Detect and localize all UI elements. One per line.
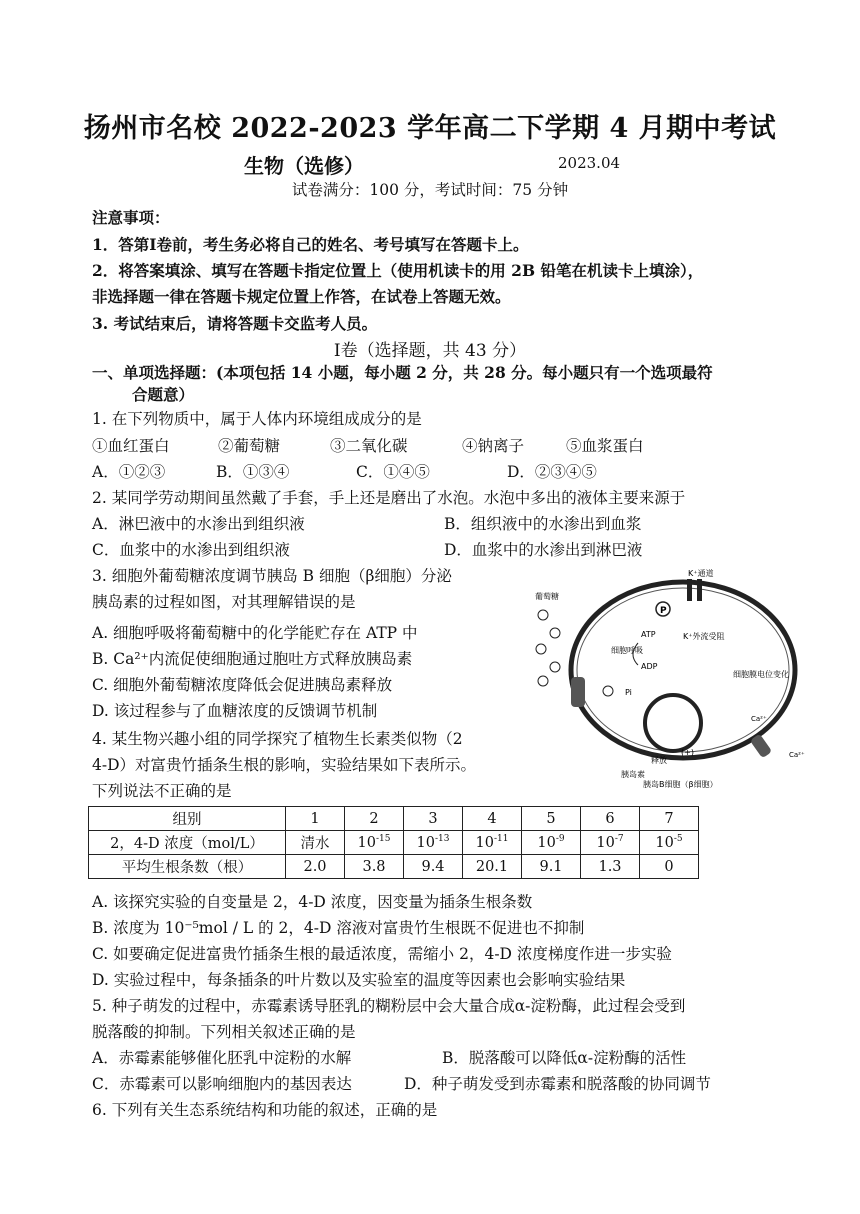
glucose-label: 葡萄糖 — [535, 592, 559, 601]
q4-option-b: B. 浓度为 10⁻⁵mol / L 的 2，4-D 溶液对富贵竹生根既不促进也不抑制 — [92, 919, 585, 937]
q2-stem: 2. 某同学劳动期间虽然戴了手套，手上还是磨出了水泡。水泡中多出的液体主要来源于 — [92, 489, 686, 507]
exam-date: 2023.04 — [558, 154, 621, 172]
notes-heading: 注意事项： — [92, 208, 170, 227]
table-cell: 3 — [404, 807, 463, 831]
table-cell: 5 — [522, 807, 581, 831]
conc-base: 10 — [357, 834, 376, 851]
table-cell: 0 — [640, 855, 699, 879]
q1-option-c: C．①④⑤ — [356, 463, 430, 481]
conc-exp: -11 — [493, 834, 509, 845]
q5-option-d: D．种子萌发受到赤霉素和脱落酸的协同调节 — [404, 1075, 711, 1093]
table-cell: 组别 — [89, 807, 286, 831]
k-blocked-label: K⁺外流受阻 — [683, 632, 725, 641]
k-channel-right — [697, 579, 702, 601]
q4-option-d: D. 实验过程中，每条插条的叶片数以及实验室的温度等因素也会影响实验结果 — [92, 971, 626, 989]
ca-outside-label: Ca²⁺ — [789, 751, 805, 759]
p-label: P — [660, 606, 667, 616]
atp-label: ATP — [641, 630, 656, 639]
glucose-dot-inside — [603, 686, 613, 696]
q1-option-b: B．①③④ — [216, 463, 290, 481]
q2-option-b: B．组织液中的水渗出到血浆 — [444, 515, 642, 533]
k-channel-label: K⁺通道 — [688, 569, 714, 578]
q3-stem-2: 胰岛素的过程如图，对其理解错误的是 — [92, 593, 356, 611]
note-1: 1．答第Ⅰ卷前，考生务必将自己的姓名、考号填写在答题卡上。 — [92, 235, 529, 254]
table-cell — [581, 831, 640, 855]
table-cell: 4 — [463, 807, 522, 831]
adp-label: ADP — [641, 662, 658, 671]
q5-option-c: C．赤霉素可以影响细胞内的基因表达 — [92, 1075, 352, 1093]
q5-option-a: A．赤霉素能够催化胚乳中淀粉的水解 — [92, 1049, 352, 1067]
q1-option-d: D．②③④⑤ — [507, 463, 597, 481]
glucose-dot — [536, 644, 546, 654]
q3-option-d: D. 该过程参与了血糖浓度的反馈调节机制 — [92, 702, 378, 720]
table-cell — [404, 831, 463, 855]
conc-base: 10 — [416, 834, 435, 851]
q5-option-b: B．脱落酸可以降低α-淀粉酶的活性 — [442, 1049, 687, 1067]
q1-item-2: ②葡萄糖 — [218, 437, 281, 455]
q3-option-c: C. 细胞外葡萄糖浓度降低会促进胰岛素释放 — [92, 676, 393, 694]
table-cell: 3.8 — [345, 855, 404, 879]
q1-item-5: ⑤血浆蛋白 — [566, 437, 644, 455]
ca-inside-label: Ca²⁺ — [751, 715, 767, 723]
exam-meta: 试卷满分：100 分，考试时间：75 分钟 — [291, 181, 569, 199]
part1-heading-cont: 合题意） — [132, 385, 195, 404]
membrane-change-label: 细胞膜电位变化 — [733, 670, 789, 679]
q5-stem-1: 5. 种子萌发的过程中，赤霉素诱导胚乳的糊粉层中会大量合成α-淀粉酶，此过程会受到 — [92, 997, 686, 1015]
q4-option-c: C. 如要确定促进富贵竹插条生根的最适浓度，需缩小 2，4-D 浓度梯度作进一步实验 — [92, 945, 672, 963]
table-cell — [640, 831, 699, 855]
conc-exp: -13 — [434, 834, 450, 845]
part1-heading: 一、单项选择题：(本项包括 14 小题，每小题 2 分，共 28 分。每小题只有一个选项最符 — [92, 363, 713, 382]
table-cell: 9.4 — [404, 855, 463, 879]
table-cell: 6 — [581, 807, 640, 831]
q2-option-a: A．淋巴液中的水渗出到组织液 — [92, 515, 305, 533]
glucose-dot — [538, 676, 548, 686]
glucose-dot — [550, 662, 560, 672]
nucleus — [645, 695, 701, 751]
plus-label: (+) — [681, 748, 694, 757]
conc-base: 10 — [596, 834, 615, 851]
table-cell: 2 — [345, 807, 404, 831]
q2-option-d: D．血浆中的水渗出到淋巴液 — [444, 541, 643, 559]
conc-exp: -7 — [614, 834, 624, 845]
table-row — [89, 855, 699, 879]
table-cell: 1.3 — [581, 855, 640, 879]
conc-exp: -15 — [375, 834, 391, 845]
conc-base: 10 — [655, 834, 674, 851]
note-2: 2．将答案填涂、填写在答题卡指定位置上（使用机读卡的用 2B 铅笔在机读卡上填涂）， — [92, 261, 704, 280]
k-channel-left — [687, 579, 692, 601]
q1-option-a: A．①②③ — [92, 463, 166, 481]
table-cell — [522, 831, 581, 855]
conc-base: 10 — [537, 834, 556, 851]
table-row — [89, 807, 699, 831]
conc-base: 10 — [475, 834, 494, 851]
section-title: Ⅰ卷（选择题，共 43 分） — [333, 341, 527, 361]
respiration-label: 细胞呼吸 — [611, 646, 643, 655]
q1-item-3: ③二氧化碳 — [330, 437, 408, 455]
conc-exp: -9 — [555, 834, 565, 845]
conc-exp: -5 — [673, 834, 683, 845]
q5-stem-2: 脱落酸的抑制。下列相关叙述正确的是 — [92, 1023, 356, 1041]
table-cell: 1 — [286, 807, 345, 831]
insulin-label: 胰岛素 — [621, 770, 645, 779]
table-row — [89, 831, 699, 855]
pi-label: Pi — [625, 688, 632, 697]
q6-stem: 6. 下列有关生态系统结构和功能的叙述，正确的是 — [92, 1101, 438, 1119]
q4-stem-1: 4. 某生物兴趣小组的同学探究了植物生长素类似物（2 — [92, 730, 463, 748]
release-label: 释放 — [651, 756, 667, 765]
q1-item-4: ④钠离子 — [462, 437, 525, 455]
q4-option-a: A. 该探究实验的自变量是 2，4-D 浓度，因变量为插条生根条数 — [92, 893, 533, 911]
q3-stem-1: 3. 细胞外葡萄糖浓度调节胰岛 B 细胞（β细胞）分泌 — [92, 567, 452, 585]
note-3: 3. 考试结束后，请将答题卡交监考人员。 — [92, 314, 378, 333]
beta-cell-diagram — [533, 565, 823, 790]
q2-option-c: C．血浆中的水渗出到组织液 — [92, 541, 290, 559]
table-cell — [463, 831, 522, 855]
diagram-caption: 胰岛B细胞（β细胞） — [643, 780, 718, 789]
table-cell: 平均生根条数（根） — [89, 855, 286, 879]
table-cell: 9.1 — [522, 855, 581, 879]
q1-stem: 1. 在下列物质中，属于人体内环境组成成分的是 — [92, 410, 422, 428]
table-cell — [345, 831, 404, 855]
table-cell: 清水 — [286, 831, 345, 855]
note-2-cont: 非选择题一律在答题卡规定位置上作答，在试卷上答题无效。 — [92, 287, 511, 306]
q3-option-a: A. 细胞呼吸将葡萄糖中的化学能贮存在 ATP 中 — [92, 624, 418, 642]
glucose-transporter — [571, 677, 585, 707]
glucose-dot — [538, 610, 548, 620]
q4-table — [88, 806, 699, 879]
table-cell: 2.0 — [286, 855, 345, 879]
exam-subject: 生物（选修） — [244, 154, 364, 178]
exam-title: 扬州市名校 2022-2023 学年高二下学期 4 月期中考试 — [83, 113, 777, 144]
table-cell: 20.1 — [463, 855, 522, 879]
table-cell: 2，4-D 浓度（mol/L） — [89, 831, 286, 855]
q3-option-b: B. Ca²⁺内流促使细胞通过胞吐方式释放胰岛素 — [92, 650, 413, 668]
q4-stem-2: 4-D）对富贵竹插条生根的影响，实验结果如下表所示。 — [92, 756, 477, 774]
q1-item-1: ①血红蛋白 — [92, 437, 170, 455]
glucose-dot — [550, 628, 560, 638]
table-cell: 7 — [640, 807, 699, 831]
q4-stem-3: 下列说法不正确的是 — [92, 782, 232, 800]
